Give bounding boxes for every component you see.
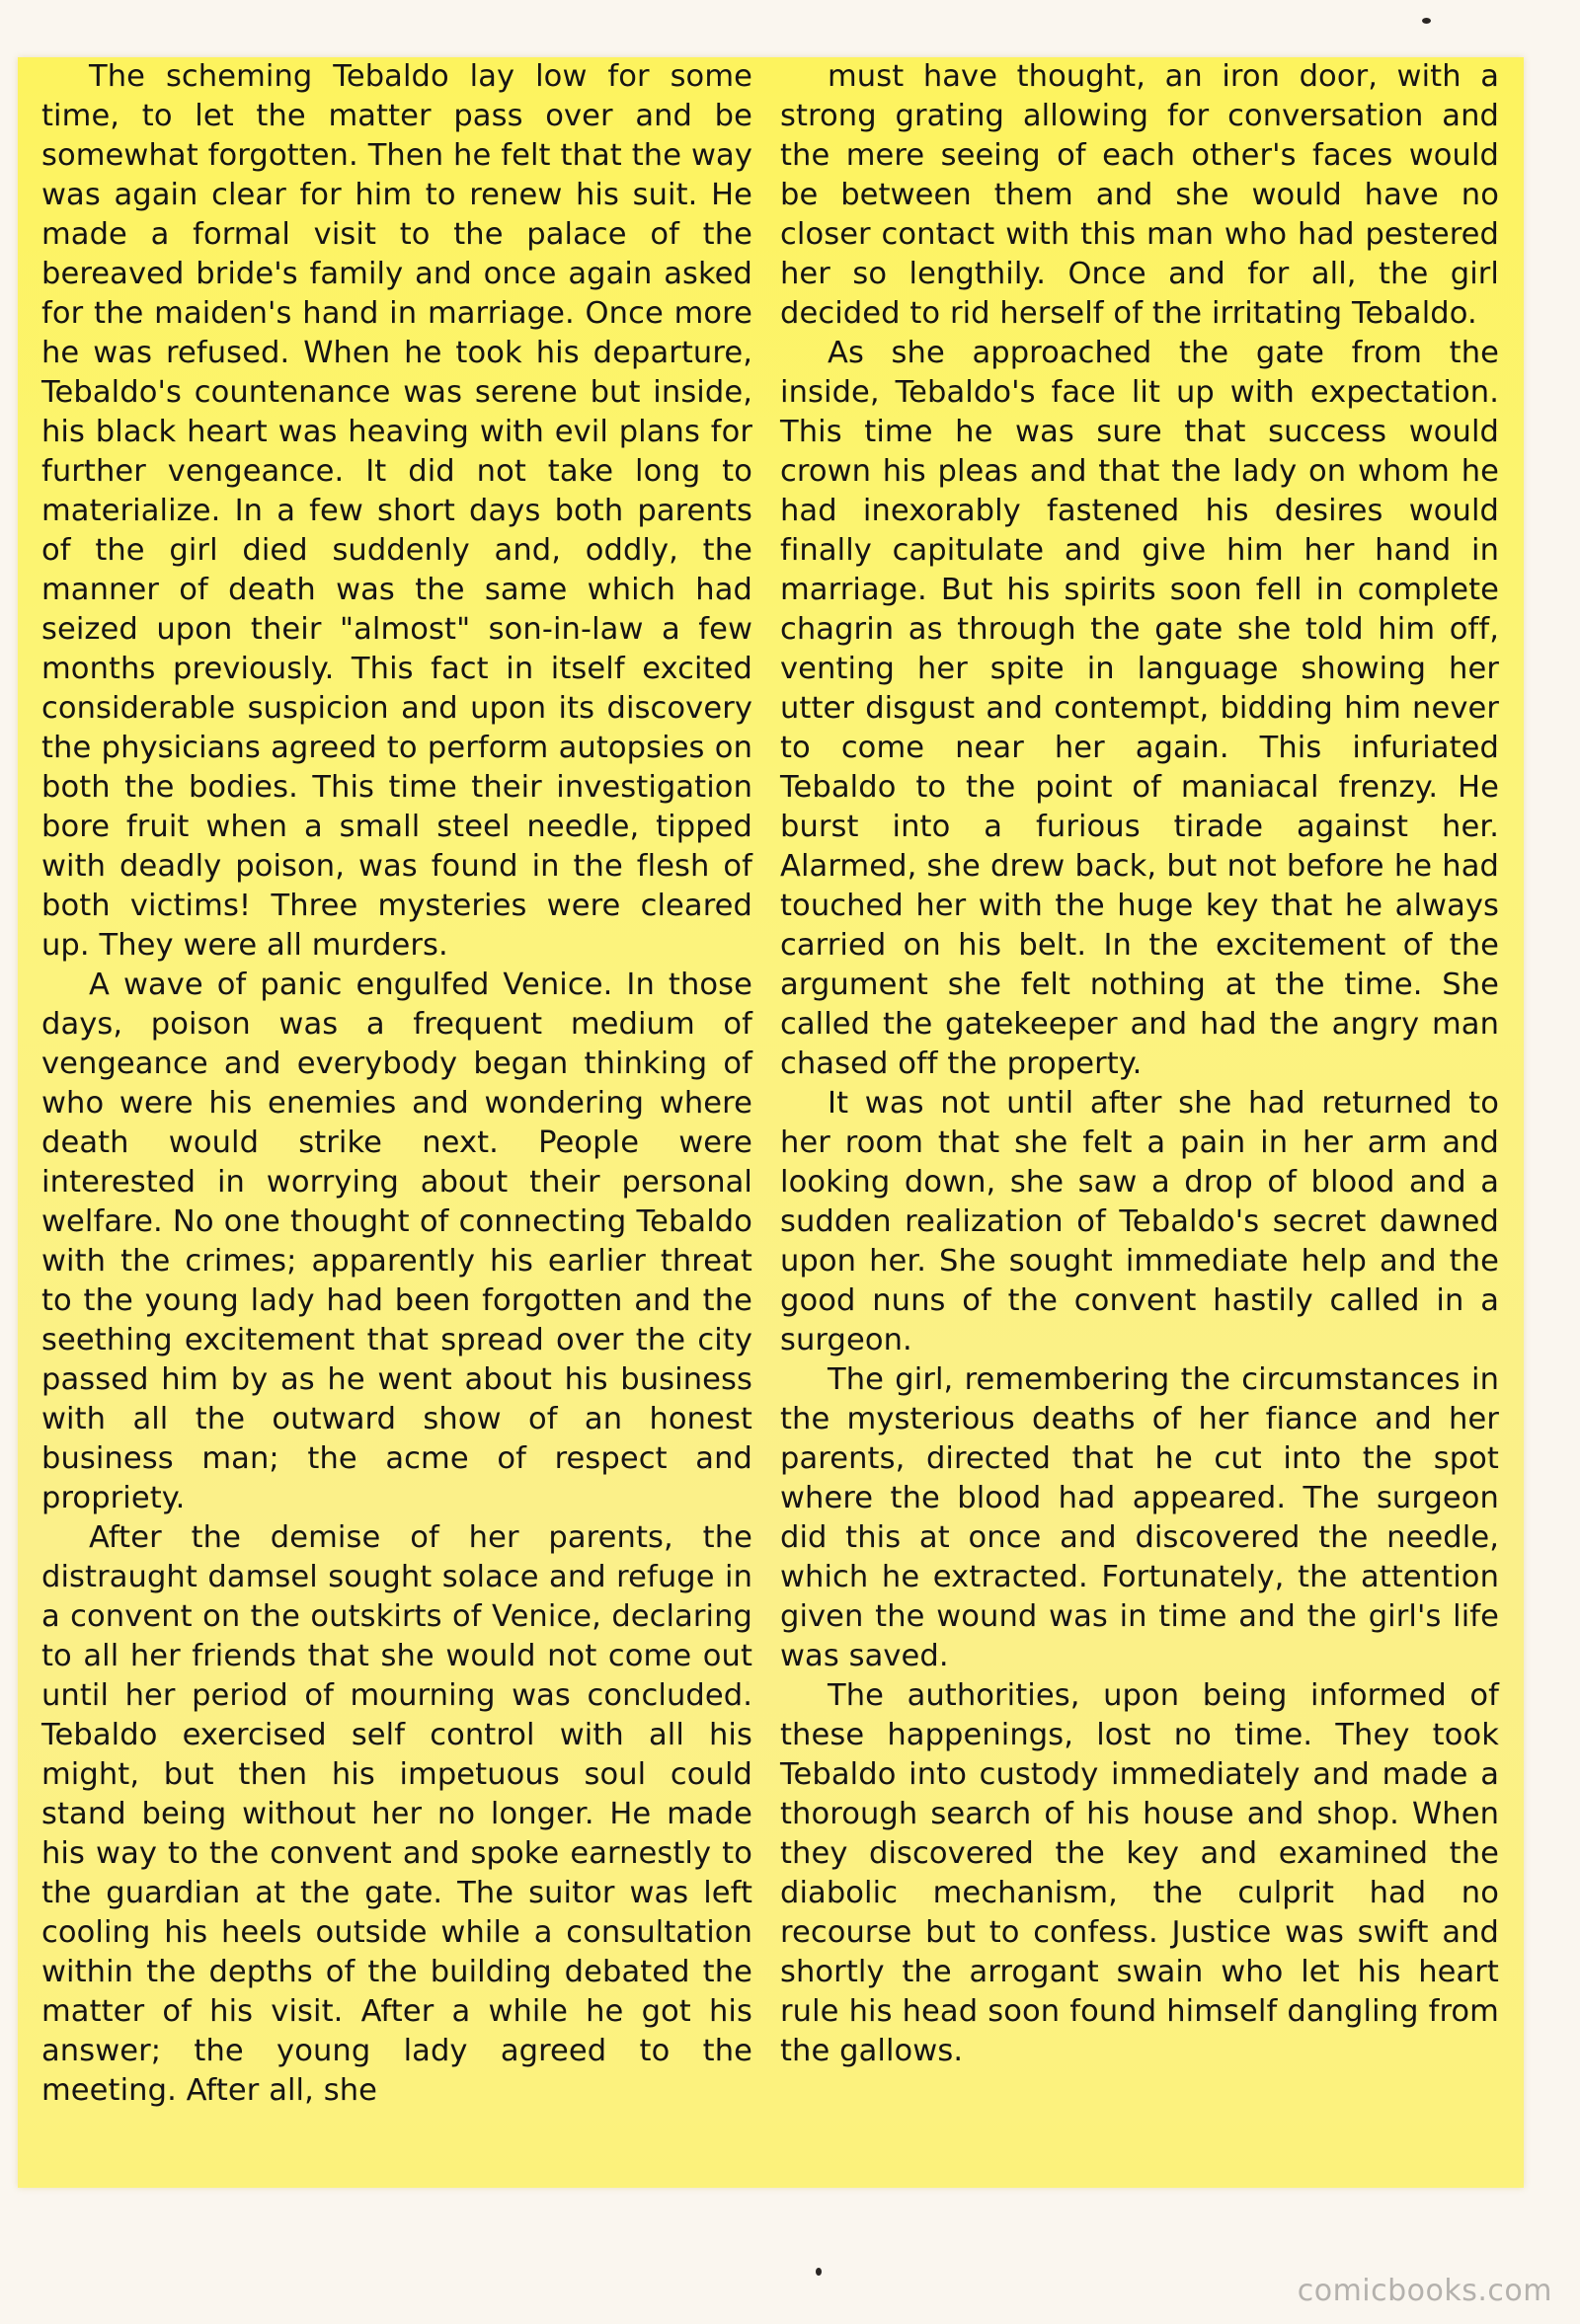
left-text-column — [41, 57, 752, 2111]
paragraph: As she approached the gate from the inside, Tebaldo's face lit up with expectation. This time he was sure that success would crown his pleas and that the lady on whom he had inexorably fastened his desires would finally capitulate and give him her hand in marriage. But his spirits soon fell in complete chagrin as through the gate she told him off, venting her spite in language showing her utter disgust and contempt, bidding him never to come near her again. This infuriated Tebaldo to the point of maniacal frenzy. He burst into a furious tirade against her. Alarmed, she drew back, but not before he had touched her with the huge key that he always carried on his belt. In the excitement of the argument she felt nothing at the time. She called the gatekeeper and had the angry man chased off the property. — [780, 336, 1499, 1081]
ink-speck — [816, 2268, 822, 2276]
ink-speck — [1422, 18, 1431, 24]
paragraph: The girl, remembering the circumstances in the mysterious deaths of her fiance and her parents, directed that he cut into the spot where the blood had appeared. The surgeon did this at once and discovered the needle, which he extracted. Fortunately, the attention given the wound was in time and the girl's life was saved. — [780, 1362, 1499, 1673]
right-text-column — [780, 57, 1499, 2071]
watermark: comicbooks.com — [1297, 2274, 1552, 2308]
paragraph: A wave of panic engulfed Venice. In those days, poison was a frequent medium of vengeance and everybody began thinking of who were his enemies and wondering where death would strike next. People were interested in worrying about their personal welfare. No one thought of connecting Tebaldo with the crimes; apparently his earlier threat to the young lady had been forgotten and the seething excitement that spread over the city passed him by as he went about his business with all the outward show of an honest business man; the acme of respect and propriety. — [41, 968, 752, 1515]
paragraph: It was not until after she had returned to her room that she felt a pain in her arm and looking down, she saw a drop of blood and a sudden realization of Tebaldo's secret dawned upon her. She sought immediate help and the good nuns of the convent hastily called in a surgeon. — [780, 1086, 1499, 1357]
paragraph: The authorities, upon being informed of these happenings, lost no time. They took Tebaldo into custody immediately and made a thorough search of his house and shop. When they discovered the key and examined the diabolic mechanism, the culprit had no recourse but to confess. Justice was swift and shortly the arrogant swain who let his heart rule his head soon found himself dangling from the gallows. — [780, 1678, 1499, 2068]
paragraph: The scheming Tebaldo lay low for some time, to let the matter pass over and be somewhat forgotten. Then he felt that the way was again clear for him to renew his suit. He made a formal visit to the palace of the bereaved bride's family and once again asked for the maiden's hand in marriage. Once more he was refused. When he took his departure, Tebaldo's countenance was serene but inside, his black heart was heaving with evil plans for further vengeance. It did not take long to materialize. In a few short days both parents of the girl died suddenly and, oddly, the manner of death was the same which had seized upon their "almost" son-in-law a few months previously. This fact in itself excited considerable suspicion and upon its discovery the physicians agreed to perform autopsies on both the bodies. This time their investigation bore fruit when a small steel needle, tipped with deadly poison, was found in the flesh of both victims! Three mysteries were cleared up. They were all murders. — [41, 59, 752, 963]
paragraph: After the demise of her parents, the distraught damsel sought solace and refuge in a convent on the outskirts of Venice, declaring to all her friends that she would not come out until her period of mourning was concluded. Tebaldo exercised self control with all his might, but then his impetuous soul could stand being without her no longer. He made his way to the convent and spoke earnestly to the guardian at the gate. The suitor was left cooling his heels outside while a consultation within the depths of the building debated the matter of his visit. After a while he got his answer; the young lady agreed to the meeting. After all, she — [41, 1520, 752, 2108]
paragraph: must have thought, an iron door, with a strong grating allowing for conversation and the mere seeing of each other's faces would be between them and she would have no closer contact with this man who had pestered her so lengthily. Once and for all, the girl decided to rid herself of the irritating Tebaldo. — [780, 59, 1499, 331]
